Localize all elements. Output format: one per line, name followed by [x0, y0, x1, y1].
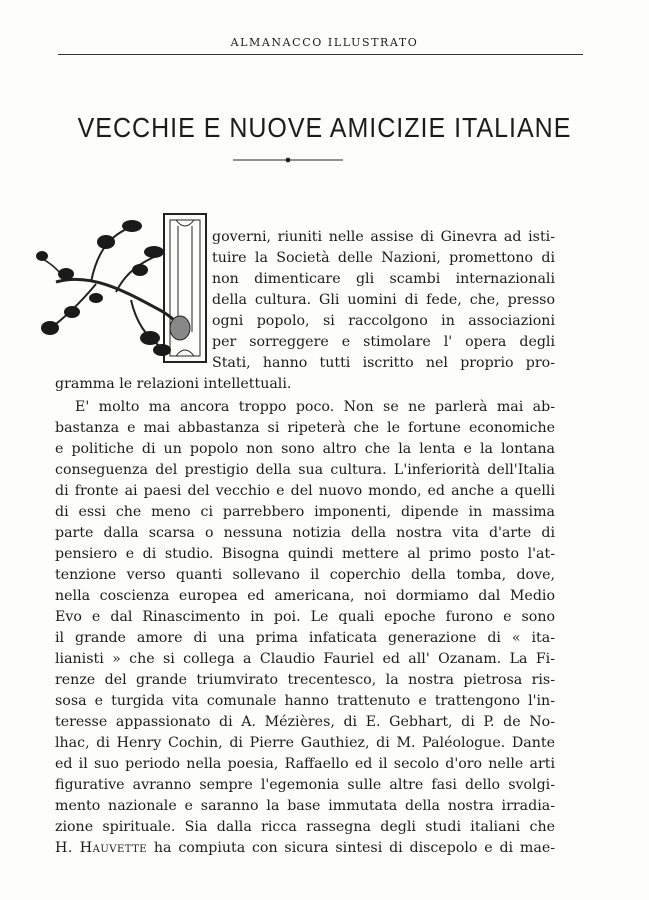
drop-cap-illustration	[36, 212, 209, 365]
body-line: teresse appassionato di A. Mézières, di E. Gebhart, di P. de No-	[55, 714, 555, 730]
body-line: Evo e dal Rinascimento in poi. Le quali epoche furono e sono	[55, 609, 555, 625]
body-line: e politiche di un popolo non sono altro che la lenta e la lontana	[55, 441, 555, 457]
title-ornament	[233, 155, 343, 165]
author-name: Hauvette	[79, 840, 148, 856]
body-line-last	[55, 838, 555, 858]
body-line: di fronte ai paesi del vecchio e del nuovo mondo, ed anche a quelli	[55, 483, 555, 499]
body-line: ogni popolo, si raccolgono in associazioni	[212, 313, 555, 329]
body-line: ed il suo periodo nella poesia, Raffaello ed il secolo d'oro nelle arti	[55, 756, 555, 772]
body-line: non dimenticare gli scambi internazionali	[212, 271, 555, 287]
body-line: figurative avranno sempre l'egemonia sulle altre fasi dello svolgi-	[55, 777, 555, 793]
body-line: Stati, hanno tutti iscritto nel proprio pro-	[212, 355, 555, 371]
last-line-text: ha compiuta con sicura sintesi di discepolo e di mae-	[147, 840, 556, 856]
body-line: mento nazionale e saranno la base immutata della nostra irradia-	[55, 798, 555, 814]
body-line: pensiero e di studio. Bisogna quindi mettere al primo posto l'at-	[55, 546, 555, 562]
body-line: gramma le relazioni intellettuali.	[55, 376, 292, 392]
body-line: governi, riuniti nelle assise di Ginevra ad isti-	[212, 229, 555, 245]
body-line: il grande amore di una prima infaticata generazione di « ita-	[55, 630, 555, 646]
body-line: tuire la Società delle Nazioni, promettono di	[212, 250, 555, 266]
running-head: ALMANACCO ILLUSTRATO	[230, 36, 419, 49]
body-line: lianisti » che si collega a Claudio Fauriel ed all' Ozanam. La Fi-	[55, 651, 555, 667]
body-line: per sorreggere e stimolare l' opera degli	[212, 334, 555, 350]
body-line: parte dalla scarsa o nessuna notizia della nostra vita d'arte di	[55, 525, 555, 541]
body-line: tenzione verso quanti sollevano il coperchio della tomba, dove,	[55, 567, 555, 583]
body-line: nella coscienza europea ed americana, noi dormiamo dal Medio	[55, 588, 555, 604]
body-line: bastanza e mai abbastanza si ripeterà che le fortune economiche	[55, 420, 555, 436]
body-line: conseguenza del prestigio della sua cultura. L'inferiorità dell'Italia	[55, 462, 555, 478]
body-line: sosa e turgida vita comunale hanno trattenuto e trattengono l'in-	[55, 693, 555, 709]
author-initial: H.	[55, 840, 73, 856]
article-title: VECCHIE E NUOVE AMICIZIE ITALIANE	[77, 112, 572, 144]
body-line: della cultura. Gli uomini di fede, che, presso	[212, 292, 555, 308]
header-rule	[58, 54, 583, 55]
body-line: E' molto ma ancora troppo poco. Non se ne parlerà mai ab-	[75, 399, 555, 415]
body-line: zione spirituale. Sia dalla ricca rassegna degli studi italiani che	[55, 819, 555, 835]
body-line: di essi che meno ci parrebbero imponenti, dipende in massima	[55, 504, 555, 520]
body-line: renze del grande triumvirato trecentesco, la nostra pietrosa ris-	[55, 672, 555, 688]
body-line: lhac, di Henry Cochin, di Pierre Gauthiez, di M. Paléologue. Dante	[55, 735, 555, 751]
